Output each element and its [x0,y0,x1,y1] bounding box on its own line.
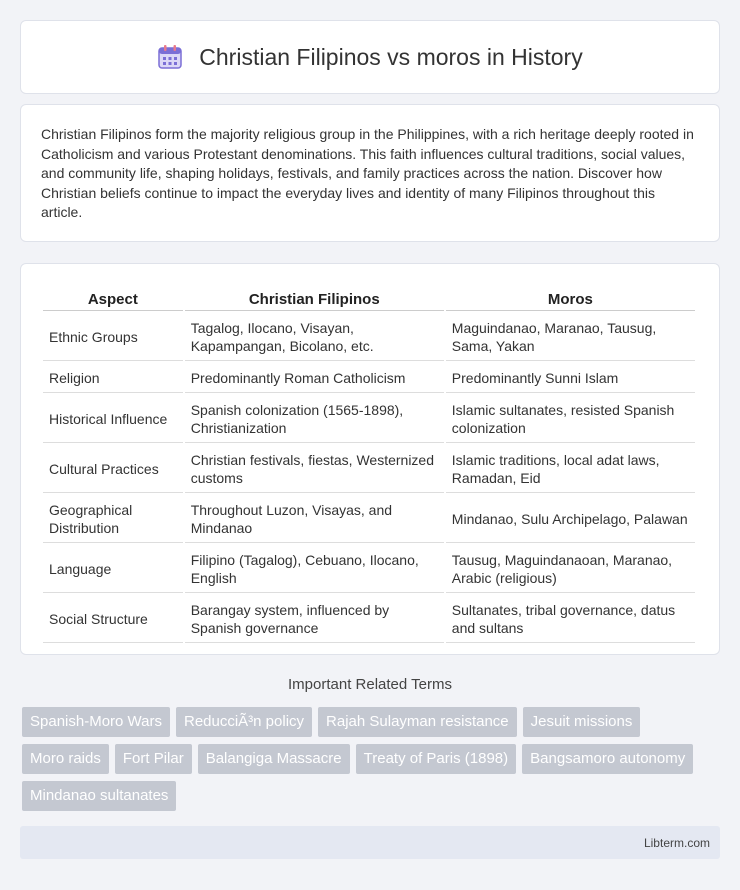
table-row [43,445,695,493]
table-row [43,545,695,593]
page-title: Christian Filipinos vs moros in History [199,43,583,70]
row-christian: Predominantly Roman Catholicism [185,363,444,393]
table-row [43,363,695,393]
row-aspect: Language [43,545,183,593]
row-christian: Spanish colonization (1565-1898), Christianization [185,395,444,443]
column-header-moros: Moros [446,286,695,311]
row-christian: Tagalog, Ilocano, Visayan, Kapampangan, Bicolano, etc. [185,313,444,361]
row-christian: Christian festivals, fiestas, Westernized customs [185,445,444,493]
related-term-tag[interactable]: Treaty of Paris (1898) [356,744,517,774]
row-aspect: Social Structure [43,595,183,643]
header-card [20,20,720,94]
row-christian: Barangay system, influenced by Spanish governance [185,595,444,643]
related-term-tag[interactable]: Spanish-Moro Wars [22,707,170,737]
related-term-tag[interactable]: Fort Pilar [115,744,192,774]
row-moros: Mindanao, Sulu Archipelago, Palawan [446,495,695,543]
comparison-card [20,263,720,655]
row-christian: Filipino (Tagalog), Cebuano, Ilocano, English [185,545,444,593]
calendar-icon [157,44,183,70]
related-term-tag[interactable]: Jesuit missions [523,707,641,737]
row-moros: Tausug, Maguindanaoan, Maranao, Arabic (religious) [446,545,695,593]
row-aspect: Religion [43,363,183,393]
related-term-tag[interactable]: Balangiga Massacre [198,744,350,774]
row-christian: Throughout Luzon, Visayas, and Mindanao [185,495,444,543]
related-term-tag[interactable]: Mindanao sultanates [22,781,176,811]
related-terms-list [22,707,722,811]
related-term-tag[interactable]: Moro raids [22,744,109,774]
table-row [43,595,695,643]
related-term-tag[interactable]: Bangsamoro autonomy [522,744,693,774]
row-moros: Maguindanao, Maranao, Tausug, Sama, Yakan [446,313,695,361]
related-term-tag[interactable]: ReducciÃ³n policy [176,707,312,737]
table-header-row [43,286,695,311]
row-aspect: Cultural Practices [43,445,183,493]
table-row [43,313,695,361]
row-moros: Islamic traditions, local adat laws, Ramadan, Eid [446,445,695,493]
row-aspect: Geographical Distribution [43,495,183,543]
table-row [43,495,695,543]
comparison-table [41,284,697,645]
footer [20,826,720,859]
column-header-christian: Christian Filipinos [185,286,444,311]
table-row [43,395,695,443]
related-term-tag[interactable]: Rajah Sulayman resistance [318,707,517,737]
row-moros: Islamic sultanates, resisted Spanish colonization [446,395,695,443]
intro-card [20,104,720,242]
row-aspect: Ethnic Groups [43,313,183,361]
related-terms-title: Important Related Terms [288,676,452,693]
row-moros: Predominantly Sunni Islam [446,363,695,393]
footer-site-link[interactable]: Libterm.com [643,835,710,850]
row-moros: Sultanates, tribal governance, datus and sultans [446,595,695,643]
row-aspect: Historical Influence [43,395,183,443]
intro-text: Christian Filipinos form the majority religious group in the Philippines, with a rich heritage deeply rooted in Catholicism and various Protestant denominations. This faith influences cultural traditions, social values, and community life, shaping holidays, festivals, and family practices across the nation. Discover how Christian beliefs continue to impact the everyday lives and identity of many Filipinos throughout this article. [41,126,694,221]
column-header-aspect: Aspect [43,286,183,311]
